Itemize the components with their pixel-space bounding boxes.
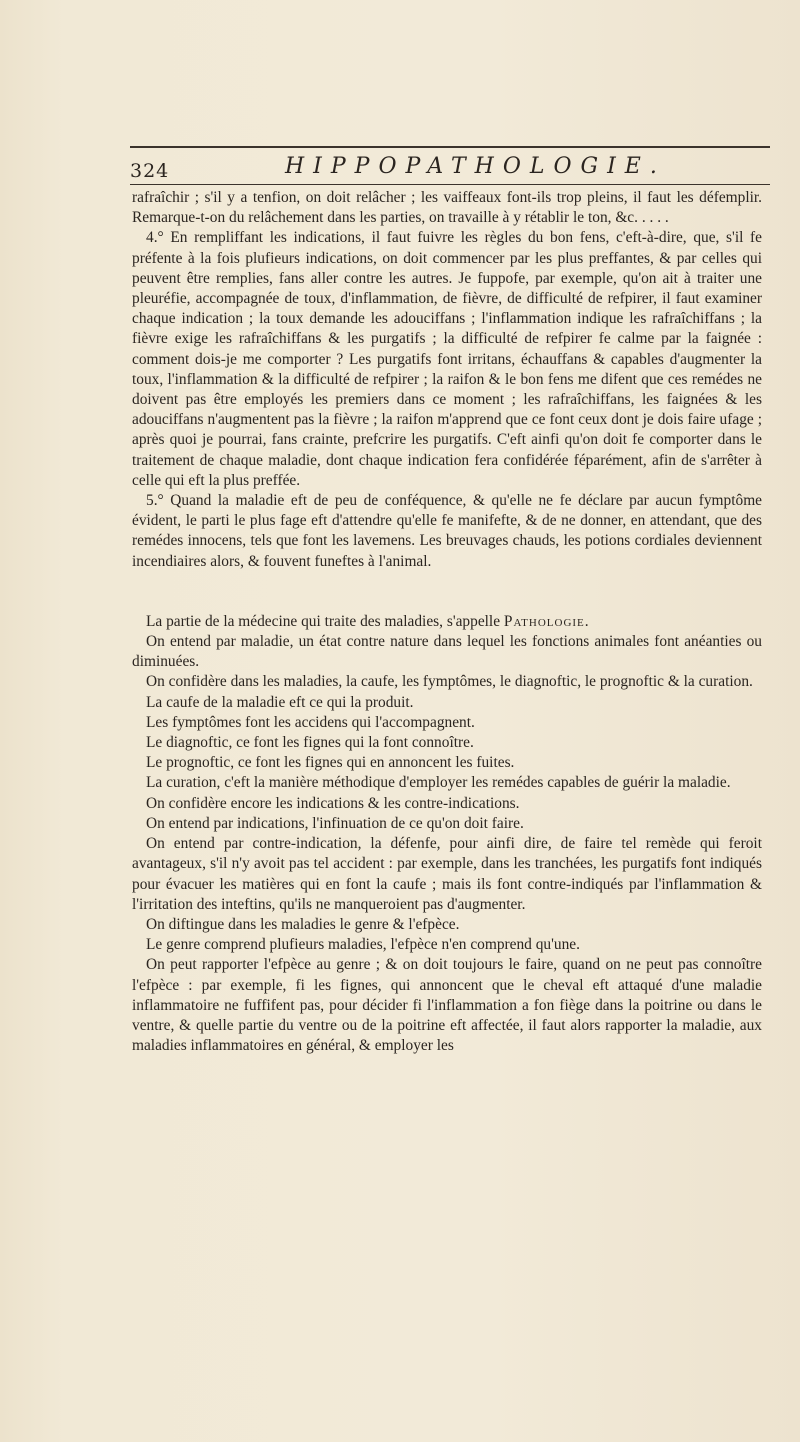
header-rule-top — [130, 146, 770, 148]
pathology-term: Pathologie. — [503, 612, 590, 630]
page-number: 324 — [130, 160, 170, 182]
pathology-intro-text: La partie de la médecine qui traite des maladies, s'appelle — [146, 612, 504, 630]
definition-paragraph: On diftingue dans les maladies le genre & l'efpèce. — [146, 915, 460, 933]
definition-paragraph: La caufe de la maladie eft ce qui la produit. — [146, 693, 414, 711]
definition-paragraph: La curation, c'eft la manière méthodique d'employer les remédes capables de guérir la maladie. — [146, 774, 731, 792]
definition-paragraph: On entend par maladie, un état contre nature dans lequel les fonctions animales font anéanties ou diminuées. — [132, 633, 762, 671]
definition-paragraph: Le prognoftic, ce font les fignes qui en annoncent les fuites. — [146, 754, 515, 772]
page-header — [130, 150, 770, 180]
paragraph-point-5: 5.° Quand la maladie eft de peu de conféquence, & qu'elle ne fe déclare par aucun fymptôme évident, le parti le plus fage eft d'attendre qu'elle fe manifefte, & de ne donner, en attendant, que des remédes innocens, tels que font les lavemens. Les breuvages chauds, les potions cordiales deviennent incendiaires alors, & fouvent funeftes à l'animal. — [132, 492, 762, 570]
header-rule-bottom — [130, 184, 770, 185]
definition-paragraph: Le diagnoftic, ce font les fignes qui la font connoître. — [146, 734, 474, 752]
definition-paragraph: On entend par indications, l'infinuation de ce qu'on doit faire. — [146, 814, 524, 832]
definition-paragraph: On entend par contre-indication, la défenfe, pour ainfi dire, de faire tel remède qui feroit avantageux, s'il n'y avoit pas tel accident : par exemple, dans les tranchées, les purgatifs font indiqués pour évacuer les matières qui en font la caufe ; mais ils font contre-indiqués par l'inflammation & l'irritation des inteftins, qu'ils ne manqueroient pas d'augmenter. — [132, 835, 762, 913]
definition-paragraph: On confidère encore les indications & les contre-indications. — [146, 794, 520, 812]
definition-paragraph: On peut rapporter l'efpèce au genre ; & on doit toujours le faire, quand on ne peut pas connoître l'efpèce : par exemple, fi les fignes, qui annoncent que le cheval eft attaqué d'une maladie inflammatoire ne fuffifent pas, pour décider fi l'inflammation a fon fiège dans la poitrine ou dans le ventre, & quelle partie du ventre ou de la poitrine eft affectée, il faut alors rapporter la maladie, aux maladies inflammatoires en général, & employer les — [132, 956, 762, 1055]
definition-paragraph: Le genre comprend plufieurs maladies, l'efpèce n'en comprend qu'une. — [146, 936, 580, 954]
body-text — [132, 188, 762, 1056]
section-break — [132, 572, 762, 612]
definition-paragraph: On confidère dans les maladies, la caufe, les fymptômes, le diagnoftic, le prognoftic & la curation. — [146, 673, 753, 691]
pathology-intro — [132, 612, 762, 632]
running-head: HIPPOPATHOLOGIE. — [285, 154, 666, 179]
paragraph-point-4: 4.° En rempliffant les indications, il faut fuivre les règles du bon fens, c'eft-à-dire, que, s'il fe préfente à la fois plufieurs indications, on doit commencer par les plus preffantes, & par celles qui peuvent être remplies, fans aller contre les autres. Je fuppofe, par exemple, qu'on ait à traiter une pleuréfie, accompagnée de toux, d'inflammation, de fièvre, de difficulté de refpirer, il faut examiner chaque indication ; la toux demande les adouciffans ; l'inflammation indique les rafraîchiffans ; la fièvre exige les rafraîchiffans & les purgatifs ; la difficulté de refpirer fe calme par la faignée : comment dois-je me comporter ? Les purgatifs font irritans, échauffans & capables d'augmenter la toux, l'inflammation & la difficulté de refpirer ; la raifon & le bon fens me difent que ces remédes ne doivent pas être employés les premiers dans ce moment ; les rafraîchiffans, les faignées & les adouciffans n'augmentent pas la fièvre ; la raifon m'apprend que ce font ceux dont je dois faire ufage ; après quoi je pourrai, fans crainte, prefcrire les purgatifs. C'eft ainfi qu'on doit fe comporter dans le traitement de chaque maladie, dont chaque indication fera confidérée féparément, afin de s'arrêter à celle qui eft la plus preffée. — [132, 229, 762, 489]
definition-paragraph: Les fymptômes font les accidens qui l'accompagnent. — [146, 713, 475, 731]
paragraph-continuation: rafraîchir ; s'il y a tenfion, on doit relâcher ; les vaiffeaux font-ils trop pleins, il faut les défemplir. Remarque-t-on du relâchement dans les parties, on travaille à y rétablir le ton, &c. . . . . — [132, 189, 762, 227]
